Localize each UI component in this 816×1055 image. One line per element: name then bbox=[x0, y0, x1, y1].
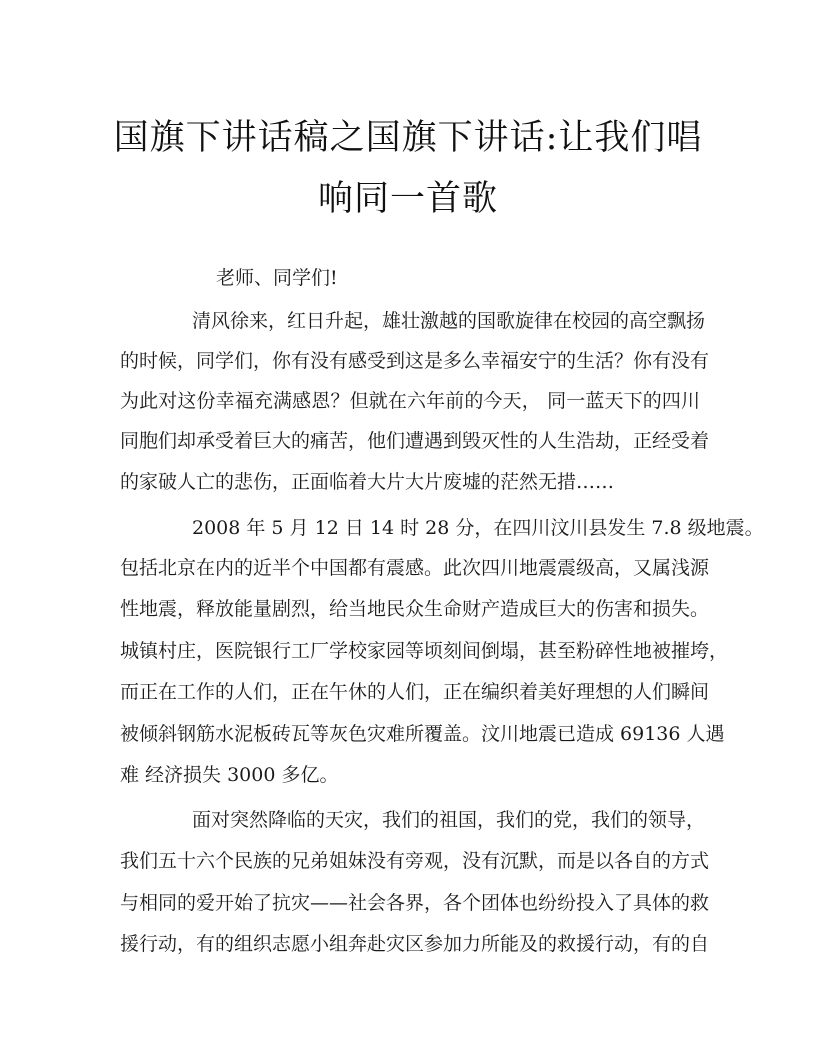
paragraph-2-line-2: 包括北京在内的近半个中国都有震感。此次四川地震震级高，又属浅源 bbox=[120, 557, 710, 579]
paragraph-3-line-3: 与相同的爱开始了抗灾——社会各界，各个团体也纷纷投入了具体的救 bbox=[120, 892, 710, 914]
paragraph-2-line-4: 城镇村庄，医院银行工厂学校家园等顷刻间倒塌，甚至粉碎性地被摧垮， bbox=[120, 640, 729, 662]
paragraph-3-line-2: 我们五十六个民族的兄弟姐妹没有旁观，没有沉默，而是以各自的方式 bbox=[120, 850, 710, 872]
paragraph-1-line-2: 的时候，同学们，你有没有感受到这是多么幸福安宁的生活？你有没有 bbox=[120, 350, 710, 372]
paragraph-1-line-3: 为此对这份幸福充满感恩？但就在六年前的今天， 同一蓝天下的四川 bbox=[120, 390, 700, 412]
greeting: 老师、同学们! bbox=[216, 267, 338, 289]
paragraph-1-line-5: 的家破人亡的悲伤，正面临着大片大片废墟的茫然无措…… bbox=[120, 471, 615, 493]
document-title-line-2: 响同一首歌 bbox=[317, 179, 498, 219]
paragraph-3-line-4: 援行动，有的组织志愿小组奔赴灾区参加力所能及的救援行动，有的自 bbox=[120, 933, 710, 955]
paragraph-2-line-1: 2008 年 5 月 12 日 14 时 28 分，在四川汶川县发生 7.8 级地震。 bbox=[192, 517, 764, 539]
paragraph-2-line-5: 而正在工作的人们，正在午休的人们，正在编织着美好理想的人们瞬间 bbox=[120, 681, 710, 703]
paragraph-1-line-1: 清风徐来，红日升起，雄壮激越的国歌旋律在校园的高空飘扬 bbox=[192, 310, 706, 332]
paragraph-3-line-1: 面对突然降临的天灾，我们的祖国，我们的党，我们的领导， bbox=[192, 809, 706, 831]
paragraph-2-line-3: 性地震，释放能量剧烈，给当地民众生命财产造成巨大的伤害和损失。 bbox=[120, 598, 710, 620]
paragraph-2-line-6: 被倾斜钢筋水泥板砖瓦等灰色灾难所覆盖。汶川地震已造成 69136 人遇 bbox=[120, 723, 725, 745]
paragraph-2-line-7: 难 经济损失 3000 多亿。 bbox=[120, 764, 339, 786]
paragraph-1-line-4: 同胞们却承受着巨大的痛苦，他们遭遇到毁灭性的人生浩劫，正经受着 bbox=[120, 430, 710, 452]
document-title-line-1: 国旗下讲话稿之国旗下讲话:让我们唱 bbox=[113, 118, 703, 158]
